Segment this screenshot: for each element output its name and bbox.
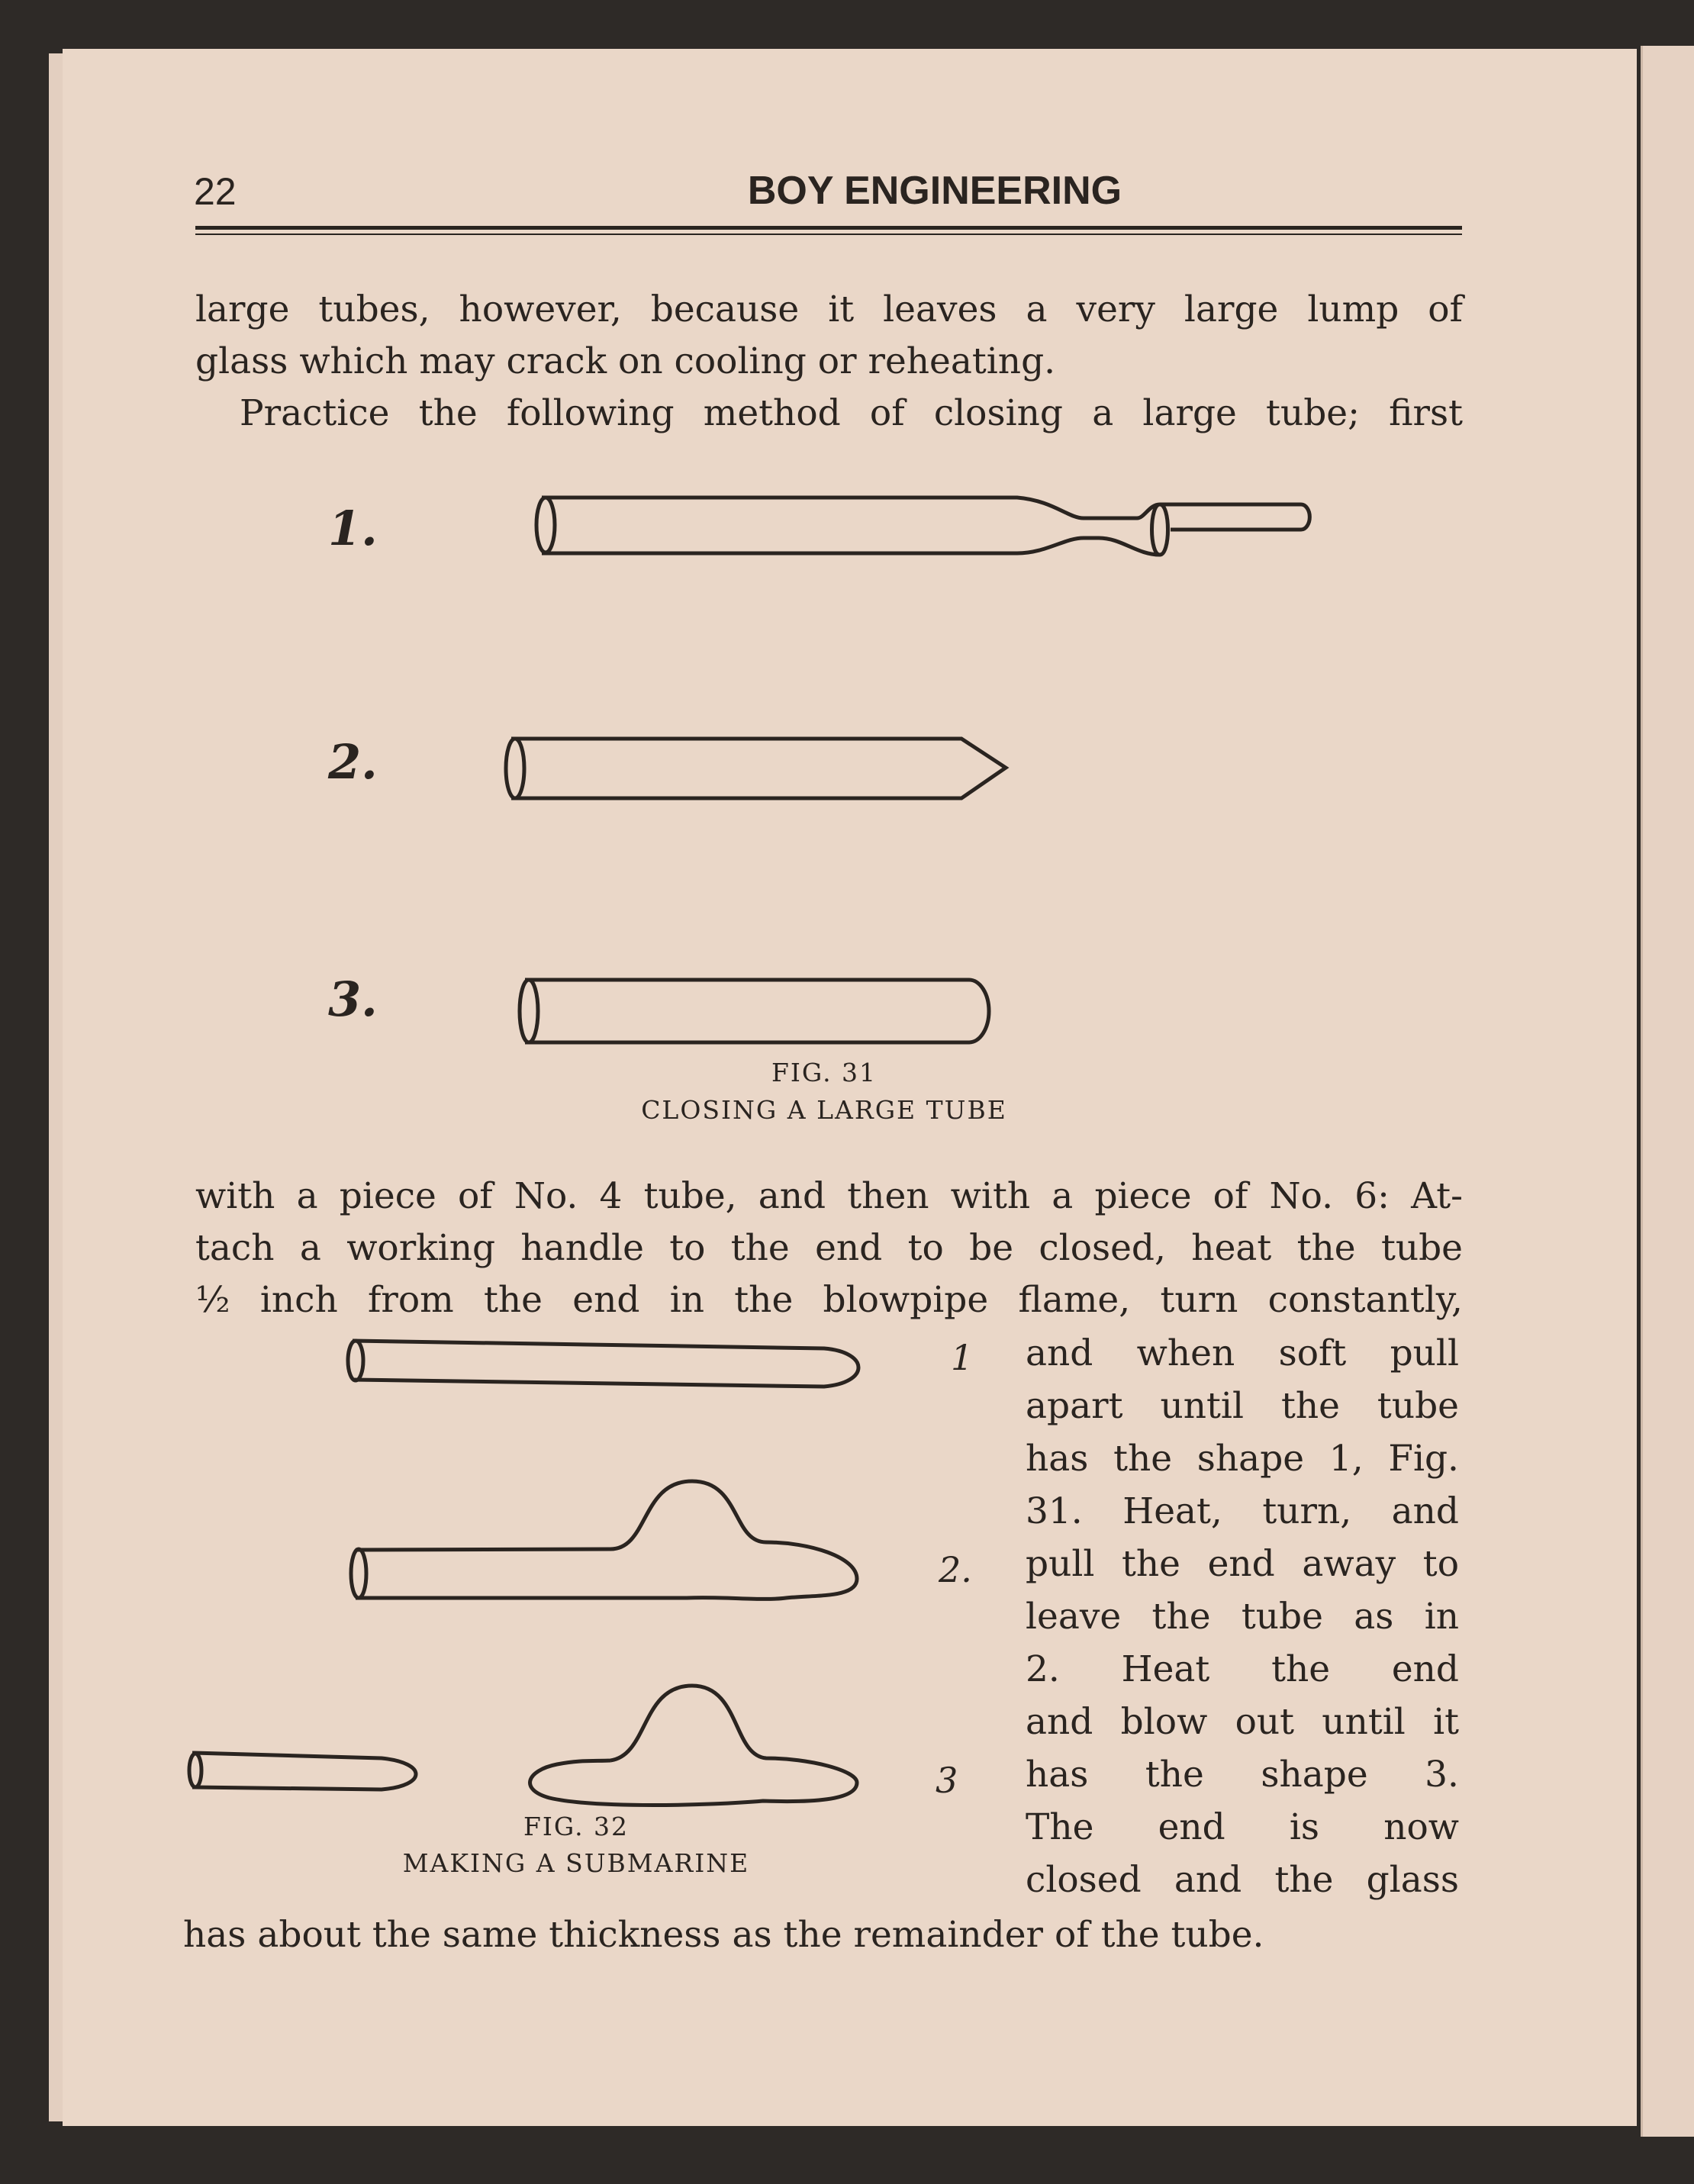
text-line: glass which may crack on cooling or reheating.	[195, 340, 1056, 382]
fig31-tube-2	[506, 739, 1006, 798]
column-line: has the shape 3.	[1026, 1754, 1459, 1796]
text-line: tach a working handle to the end to be closed, heat the tube	[195, 1227, 1463, 1269]
fig32-shape-3	[530, 1686, 857, 1806]
text-line: large tubes, however, because it leaves a very large lump of	[195, 288, 1463, 330]
figure-label: 2.	[939, 1549, 972, 1590]
column-line: apart until the tube	[1026, 1385, 1459, 1427]
column-line: leave the tube as in	[1026, 1596, 1459, 1638]
figure-label: 3	[936, 1760, 958, 1801]
column-line: 2. Heat the end	[1026, 1648, 1459, 1690]
figure-caption-number: FIG. 31	[771, 1058, 878, 1087]
column-line: and blow out until it	[1026, 1701, 1459, 1743]
fig32-shape-2	[351, 1481, 857, 1599]
figure-caption-title: MAKING A SUBMARINE	[402, 1848, 750, 1878]
text-line: has about the same thickness as the remainder of the tube.	[183, 1914, 1264, 1956]
column-line: closed and the glass	[1026, 1859, 1459, 1901]
figure-caption-title: CLOSING A LARGE TUBE	[641, 1095, 1007, 1125]
fig32-tube-small	[189, 1753, 416, 1789]
figure-label: 1	[951, 1337, 974, 1378]
fig31-tube-1	[536, 498, 1309, 555]
fig31-tube-3	[520, 980, 989, 1042]
column-line: pull the end away to	[1026, 1543, 1459, 1585]
column-line: and when soft pull	[1026, 1332, 1459, 1374]
figure-label: 3.	[328, 971, 378, 1027]
figure-label: 1.	[328, 501, 378, 556]
figure-caption-number: FIG. 32	[523, 1812, 630, 1841]
text-line: Practice the following method of closing a large tube; first	[240, 392, 1463, 434]
figure-label: 2.	[328, 734, 378, 790]
column-line: 31. Heat, turn, and	[1026, 1490, 1459, 1532]
column-line: has the shape 1, Fig.	[1026, 1438, 1459, 1480]
fig32-tube-1	[348, 1341, 858, 1387]
text-line: with a piece of No. 4 tube, and then with a piece of No. 6: At-	[195, 1175, 1463, 1217]
text-line: ½ inch from the end in the blowpipe flame, turn constantly,	[195, 1279, 1463, 1321]
column-line: The end is now	[1026, 1806, 1459, 1848]
running-title: BOY ENGINEERING	[747, 169, 1122, 213]
page-number: 22	[194, 170, 237, 213]
